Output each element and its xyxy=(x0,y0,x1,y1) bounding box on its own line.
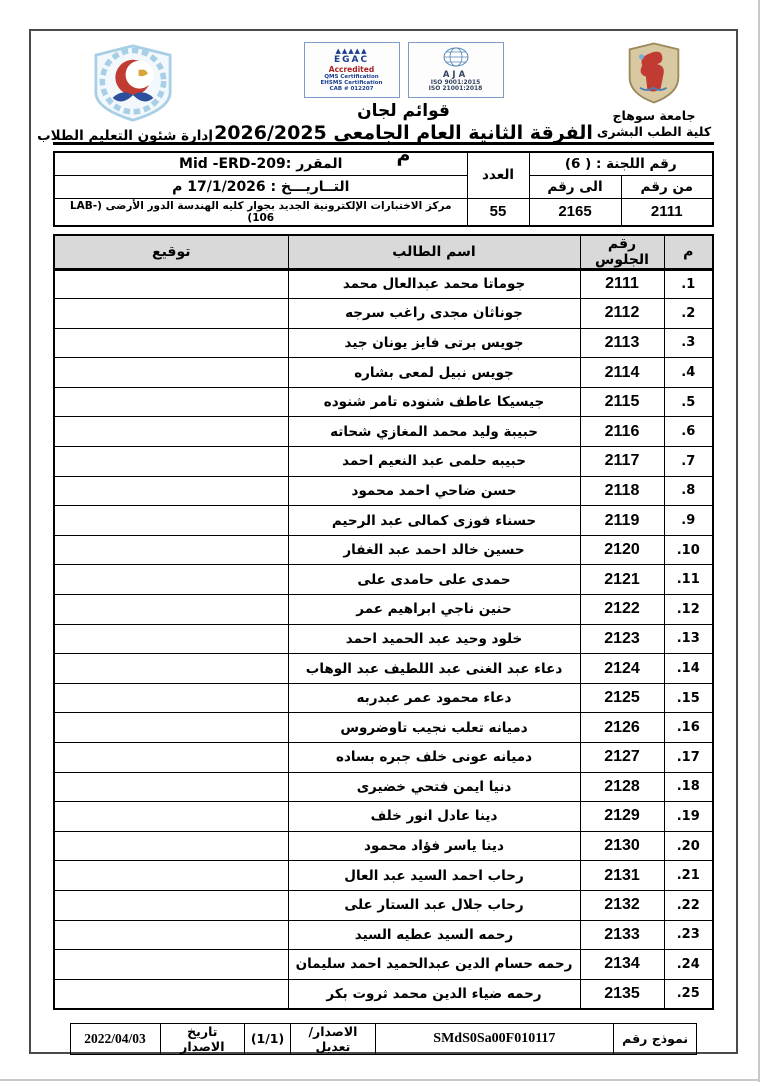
row-index: 7. xyxy=(664,447,713,477)
row-index: 12. xyxy=(664,595,713,625)
seat-number: 2124 xyxy=(580,654,664,684)
egac-name: EGAC xyxy=(333,54,370,65)
exam-date: التــاريـــخ : 17/1/2026 م xyxy=(54,175,467,198)
seat-number: 2133 xyxy=(580,920,664,950)
version-label: الاصدار/تعديل xyxy=(290,1023,375,1054)
seat-number: 2116 xyxy=(580,417,664,447)
student-name: رحاب احمد السيد عبد العال xyxy=(288,861,580,891)
signature-cell xyxy=(54,743,288,773)
signature-cell xyxy=(54,831,288,861)
row-index: 24. xyxy=(664,950,713,980)
column-header-index: م xyxy=(664,235,713,270)
student-row xyxy=(54,772,713,802)
seat-number: 2125 xyxy=(580,683,664,713)
seat-number: 2129 xyxy=(580,802,664,832)
seat-number: 2119 xyxy=(580,506,664,536)
seat-number: 2128 xyxy=(580,772,664,802)
student-row xyxy=(54,624,713,654)
egac-line1: QMS Certification xyxy=(324,73,379,80)
student-name: جويس برتى فايز يونان جيد xyxy=(288,328,580,358)
student-row xyxy=(54,920,713,950)
student-name: دعاء محمود عمر عبدربه xyxy=(288,683,580,713)
signature-cell xyxy=(54,861,288,891)
committee-number-label: رقم اللجنة : ( 6) xyxy=(529,152,713,175)
seat-number: 2112 xyxy=(580,299,664,329)
count-label: العدد xyxy=(467,152,529,198)
faculty-of-medicine-emblem-icon xyxy=(87,107,179,126)
student-name: خلود وحيد عبد الحميد احمد xyxy=(288,624,580,654)
student-row xyxy=(54,743,713,773)
student-name: رحمه ضياء الدين محمد ثروت بكر xyxy=(288,979,580,1009)
aja-name: AJA xyxy=(442,69,469,80)
signature-cell xyxy=(54,890,288,920)
document-subtitle: الفرقة الثانية العام الجامعي 2026/2025 م xyxy=(214,122,593,166)
seat-number: 2113 xyxy=(580,328,664,358)
student-row xyxy=(54,654,713,684)
university-name: جامعة سوهاج xyxy=(612,108,696,123)
student-row xyxy=(54,802,713,832)
signature-cell xyxy=(54,269,288,299)
students-table-header-row xyxy=(54,235,713,270)
student-name: حسناء فوزى كمالى عبد الرحيم xyxy=(288,506,580,536)
row-index: 5. xyxy=(664,387,713,417)
student-row xyxy=(54,713,713,743)
seat-number: 2115 xyxy=(580,387,664,417)
aja-iso1: ISO 9001:2015 xyxy=(430,78,481,86)
student-row xyxy=(54,861,713,891)
signature-cell xyxy=(54,713,288,743)
exam-location: مركز الاختبارات الإلكترونية الجديد بجوار كليه الهندسة الدور الأرضى (LAB-106) xyxy=(54,198,467,226)
signature-cell xyxy=(54,595,288,625)
student-name: دينا عادل انور خلف xyxy=(288,802,580,832)
globe-icon xyxy=(443,47,469,71)
from-number-value: 2111 xyxy=(621,198,713,226)
university-logo-block xyxy=(594,40,714,139)
student-row xyxy=(54,299,713,329)
row-index: 11. xyxy=(664,565,713,595)
header-center xyxy=(213,40,594,166)
student-row xyxy=(54,417,713,447)
student-name: جويس نبيل لمعى بشاره xyxy=(288,358,580,388)
student-name: جيسيكا عاطف شنوده تامر شنوده xyxy=(288,387,580,417)
row-index: 21. xyxy=(664,861,713,891)
row-index: 18. xyxy=(664,772,713,802)
signature-cell xyxy=(54,387,288,417)
row-index: 16. xyxy=(664,713,713,743)
seat-number: 2130 xyxy=(580,831,664,861)
issue-date-value: 2022/04/03 xyxy=(70,1023,160,1054)
row-index: 9. xyxy=(664,506,713,536)
signature-cell xyxy=(54,358,288,388)
student-name: حسن ضاحي احمد محمود xyxy=(288,476,580,506)
signature-cell xyxy=(54,506,288,536)
document-frame xyxy=(29,29,738,1054)
seat-number: 2121 xyxy=(580,565,664,595)
student-row xyxy=(54,565,713,595)
row-index: 13. xyxy=(664,624,713,654)
version-value: (1/1) xyxy=(245,1023,291,1054)
row-index: 15. xyxy=(664,683,713,713)
seat-number: 2127 xyxy=(580,743,664,773)
seat-number: 2117 xyxy=(580,447,664,477)
student-row xyxy=(54,358,713,388)
seat-number: 2132 xyxy=(580,890,664,920)
column-header-student-name: اسم الطالب xyxy=(288,235,580,270)
admin-department-name: إدارة شئون التعليم الطلاب xyxy=(37,128,213,144)
student-name: دميانه عونى خلف جبره بساده xyxy=(288,743,580,773)
seat-number: 2131 xyxy=(580,861,664,891)
faculty-name: كلية الطب البشرى xyxy=(596,123,712,139)
students-table xyxy=(53,234,714,1010)
signature-cell xyxy=(54,950,288,980)
column-header-signature: توقيع xyxy=(54,235,288,270)
row-index: 3. xyxy=(664,328,713,358)
signature-cell xyxy=(54,979,288,1009)
student-row xyxy=(54,447,713,477)
student-row xyxy=(54,506,713,536)
student-row xyxy=(54,890,713,920)
row-index: 23. xyxy=(664,920,713,950)
student-row xyxy=(54,595,713,625)
student-name: حبيبه حلمى عبد النعيم احمد xyxy=(288,447,580,477)
student-name: حمدى على حامدى على xyxy=(288,565,580,595)
student-name: جوماتا محمد عبدالعال محمد xyxy=(288,269,580,299)
row-index: 19. xyxy=(664,802,713,832)
egac-line2: EHSMS Certification xyxy=(320,79,383,86)
student-name: حنين ناجي ابراهيم عمر xyxy=(288,595,580,625)
student-row xyxy=(54,831,713,861)
row-index: 2. xyxy=(664,299,713,329)
seat-number: 2122 xyxy=(580,595,664,625)
student-row xyxy=(54,950,713,980)
sohag-university-shield-icon xyxy=(617,89,691,108)
row-index: 17. xyxy=(664,743,713,773)
signature-cell xyxy=(54,535,288,565)
student-row xyxy=(54,979,713,1009)
student-name: رحمه السيد عطيه السيد xyxy=(288,920,580,950)
signature-cell xyxy=(54,565,288,595)
signature-cell xyxy=(54,299,288,329)
signature-cell xyxy=(54,920,288,950)
signature-cell xyxy=(54,328,288,358)
egac-stars-icon: ▲▲▲▲▲ xyxy=(335,47,368,56)
student-name: حبيبة وليد محمد المغازي شحاته xyxy=(288,417,580,447)
row-index: 22. xyxy=(664,890,713,920)
student-name: دميانه تعلب نجيب تاوضروس xyxy=(288,713,580,743)
count-value: 55 xyxy=(467,198,529,226)
row-index: 20. xyxy=(664,831,713,861)
seat-number: 2126 xyxy=(580,713,664,743)
signature-cell xyxy=(54,417,288,447)
student-row xyxy=(54,683,713,713)
row-index: 14. xyxy=(664,654,713,684)
to-number-value: 2165 xyxy=(529,198,621,226)
student-name: دينا ياسر فؤاد محمود xyxy=(288,831,580,861)
signature-cell xyxy=(54,772,288,802)
to-number-label: الى رقم xyxy=(529,175,621,198)
seat-number: 2123 xyxy=(580,624,664,654)
egac-accredited-label: Accredited xyxy=(328,64,375,74)
row-index: 1. xyxy=(664,269,713,299)
student-name: رحمه حسام الدين عبدالحميد احمد سليمان xyxy=(288,950,580,980)
student-row xyxy=(54,535,713,565)
students-table-body xyxy=(54,269,713,1009)
student-name: جوناثان مجدى راغب سرجه xyxy=(288,299,580,329)
aja-iso2: ISO 21001:2018 xyxy=(428,85,483,93)
form-footer-table xyxy=(70,1023,698,1055)
column-header-seat-number: رقم الجلوس xyxy=(580,235,664,270)
student-name: حسين خالد احمد عبد الغفار xyxy=(288,535,580,565)
certification-badges xyxy=(213,42,594,98)
seat-number: 2120 xyxy=(580,535,664,565)
egac-line3: CAB # 012207 xyxy=(329,85,374,92)
row-index: 4. xyxy=(664,358,713,388)
seat-number: 2118 xyxy=(580,476,664,506)
student-row xyxy=(54,269,713,299)
signature-cell xyxy=(54,624,288,654)
signature-cell xyxy=(54,683,288,713)
seat-number: 2114 xyxy=(580,358,664,388)
student-name: دنيا ايمن فتحي خضيرى xyxy=(288,772,580,802)
student-name: رحاب جلال عبد الستار على xyxy=(288,890,580,920)
admin-logo-block xyxy=(37,40,213,145)
aja-iso-badge-icon xyxy=(408,42,504,98)
scan-page-edge-bottom xyxy=(0,1079,760,1081)
from-number-label: من رقم xyxy=(621,175,713,198)
signature-cell xyxy=(54,802,288,832)
signature-cell xyxy=(54,476,288,506)
egac-accreditation-badge-icon xyxy=(304,42,400,98)
seat-number: 2111 xyxy=(580,269,664,299)
row-index: 8. xyxy=(664,476,713,506)
scan-page-edge-right xyxy=(758,0,760,1082)
student-row xyxy=(54,328,713,358)
row-index: 25. xyxy=(664,979,713,1009)
form-number-label: نموذج رقم xyxy=(613,1023,697,1054)
student-row xyxy=(54,387,713,417)
course-label: المقرر :Mid -ERD-209 xyxy=(54,152,467,175)
document-title: قوائم لجان xyxy=(357,101,450,121)
signature-cell xyxy=(54,654,288,684)
student-name: دعاء عبد الغنى عبد اللطيف عبد الوهاب xyxy=(288,654,580,684)
student-row xyxy=(54,476,713,506)
form-code: SMdS0Sa00F010117 xyxy=(375,1023,613,1054)
seat-number: 2135 xyxy=(580,979,664,1009)
row-index: 6. xyxy=(664,417,713,447)
signature-cell xyxy=(54,447,288,477)
issue-date-label: تاريخ الاصدار xyxy=(160,1023,245,1054)
seat-number: 2134 xyxy=(580,950,664,980)
row-index: 10. xyxy=(664,535,713,565)
